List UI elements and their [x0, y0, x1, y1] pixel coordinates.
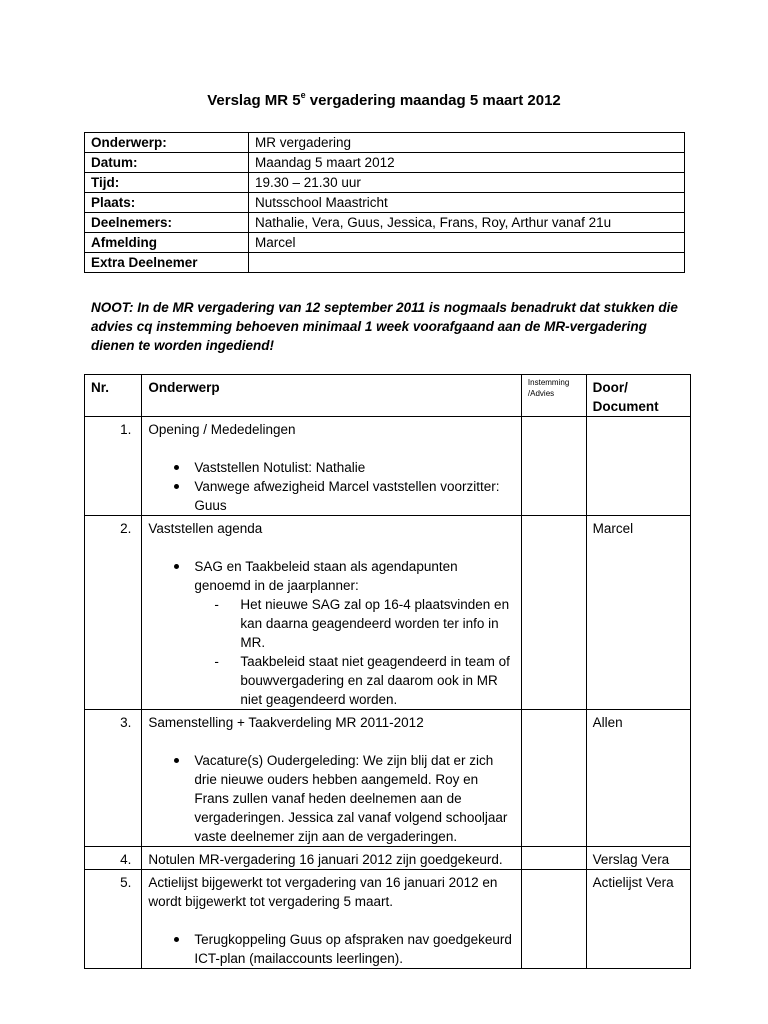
bullet-item: [148, 751, 515, 846]
agenda-item-subject: [142, 516, 522, 710]
agenda-item-number: 4.: [85, 847, 142, 870]
bullet-text: Terugkoppeling Guus op afspraken nav goedgekeurd ICT-plan (mailaccounts leerlingen).: [194, 932, 512, 966]
agenda-item-title: Actielijst bijgewerkt tot vergadering van 16 januari 2012 en wordt bijgewerkt tot vergadering 5 maart.: [148, 875, 498, 909]
meeting-info-table: [84, 132, 685, 273]
title-superscript: e: [300, 90, 306, 100]
agenda-item-door-document: Verslag Vera: [586, 847, 690, 870]
note-paragraph: NOOT: In de MR vergadering van 12 september 2011 is nogmaals benadrukt dat stukken die advies cq instemming behoeven minimaal 1 week voorafgaand aan de MR-vergadering dienen te worden ingediend!: [91, 300, 678, 353]
bullet-list: [148, 458, 515, 515]
info-value: Nathalie, Vera, Guus, Jessica, Frans, Roy, Arthur vanaf 21u: [249, 213, 685, 233]
agenda-item-title: Opening / Mededelingen: [148, 422, 296, 437]
info-value: Maandag 5 maart 2012: [249, 153, 685, 173]
agenda-item-instemming-advies: [521, 417, 586, 516]
info-value: Nutsschool Maastricht: [249, 193, 685, 213]
info-row: [85, 173, 685, 193]
info-value: 19.30 – 21.30 uur: [249, 173, 685, 193]
info-row: [85, 233, 685, 253]
agenda-item-instemming-advies: [521, 516, 586, 710]
agenda-header-row: [85, 375, 691, 417]
agenda-item-subject: [142, 710, 522, 847]
info-row: [85, 133, 685, 153]
bullet-list: [148, 930, 515, 968]
title-suffix: vergadering maandag 5 maart 2012: [305, 92, 561, 109]
info-label: Afmelding: [85, 233, 249, 253]
bullet-text: Vaststellen Notulist: Nathalie: [194, 460, 366, 475]
info-label: Extra Deelnemer: [85, 253, 249, 273]
header-instemming-advies: Instemming /Advies: [521, 375, 586, 417]
agenda-row: [85, 710, 691, 847]
info-label: Datum:: [85, 153, 249, 173]
agenda-item-door-document: Actielijst Vera: [586, 870, 690, 969]
info-value: Marcel: [249, 233, 685, 253]
bullet-list: [148, 557, 515, 709]
info-value: [249, 253, 685, 273]
agenda-item-title: Notulen MR-vergadering 16 januari 2012 zijn goedgekeurd.: [148, 852, 503, 867]
sub-list-container: [148, 595, 515, 709]
header-nr: Nr.: [85, 375, 142, 417]
agenda-item-title: Samenstelling + Taakverdeling MR 2011-2012: [148, 715, 424, 730]
info-row: [85, 213, 685, 233]
bullet-item: [148, 477, 515, 515]
bullet-item: [148, 557, 515, 595]
info-row: [85, 253, 685, 273]
agenda-item-door-document: [586, 417, 690, 516]
agenda-item-number: 3.: [85, 710, 142, 847]
info-label: Deelnemers:: [85, 213, 249, 233]
bullet-text: SAG en Taakbeleid staan als agendapunten genoemd in de jaarplanner:: [194, 559, 458, 593]
bullet-item: [148, 458, 515, 477]
agenda-row: [85, 847, 691, 870]
agenda-row: [85, 516, 691, 710]
bullet-item: [148, 930, 515, 968]
info-value: MR vergadering: [249, 133, 685, 153]
sub-list: [194, 595, 515, 709]
info-label: Plaats:: [85, 193, 249, 213]
sub-list-item: - Taakbeleid staat niet geagendeerd in team of bouwvergadering en zal daarom ook in MR niet geagendeerd worden.: [194, 652, 515, 709]
bullet-text: Vacature(s) Oudergeleding: We zijn blij dat er zich drie nieuwe ouders hebben aangemeld. Roy en Frans zullen vanaf heden deelnemen aan de vergaderingen. Jessica zal vanaf volgend schooljaar vaste deelnemer zijn aan de vergaderingen.: [194, 753, 508, 844]
bullet-text: Vanwege afwezigheid Marcel vaststellen voorzitter: Guus: [194, 479, 500, 513]
bullet-list: [148, 751, 515, 846]
info-label: Onderwerp:: [85, 133, 249, 153]
agenda-item-number: 1.: [85, 417, 142, 516]
info-label: Tijd:: [85, 173, 249, 193]
agenda-row: [85, 417, 691, 516]
agenda-item-subject: [142, 417, 522, 516]
agenda-item-number: 5.: [85, 870, 142, 969]
document-title: [0, 91, 768, 109]
agenda-item-door-document: Marcel: [586, 516, 690, 710]
agenda-item-instemming-advies: [521, 710, 586, 847]
agenda-item-subject: [142, 847, 522, 870]
agenda-item-door-document: Allen: [586, 710, 690, 847]
info-row: [85, 193, 685, 213]
sub-list-item: - Het nieuwe SAG zal op 16-4 plaatsvinden en kan daarna geagendeerd worden ter info in MR.: [194, 595, 515, 652]
header-onderwerp: Onderwerp: [142, 375, 522, 417]
title-prefix: Verslag MR 5: [207, 92, 301, 109]
agenda-row: [85, 870, 691, 969]
header-door-document: Door/ Document: [586, 375, 690, 417]
agenda-item-instemming-advies: [521, 847, 586, 870]
agenda-item-title: Vaststellen agenda: [148, 521, 263, 536]
agenda-item-instemming-advies: [521, 870, 586, 969]
agenda-item-subject: [142, 870, 522, 969]
agenda-item-number: 2.: [85, 516, 142, 710]
agenda-table: [84, 374, 691, 969]
info-row: [85, 153, 685, 173]
